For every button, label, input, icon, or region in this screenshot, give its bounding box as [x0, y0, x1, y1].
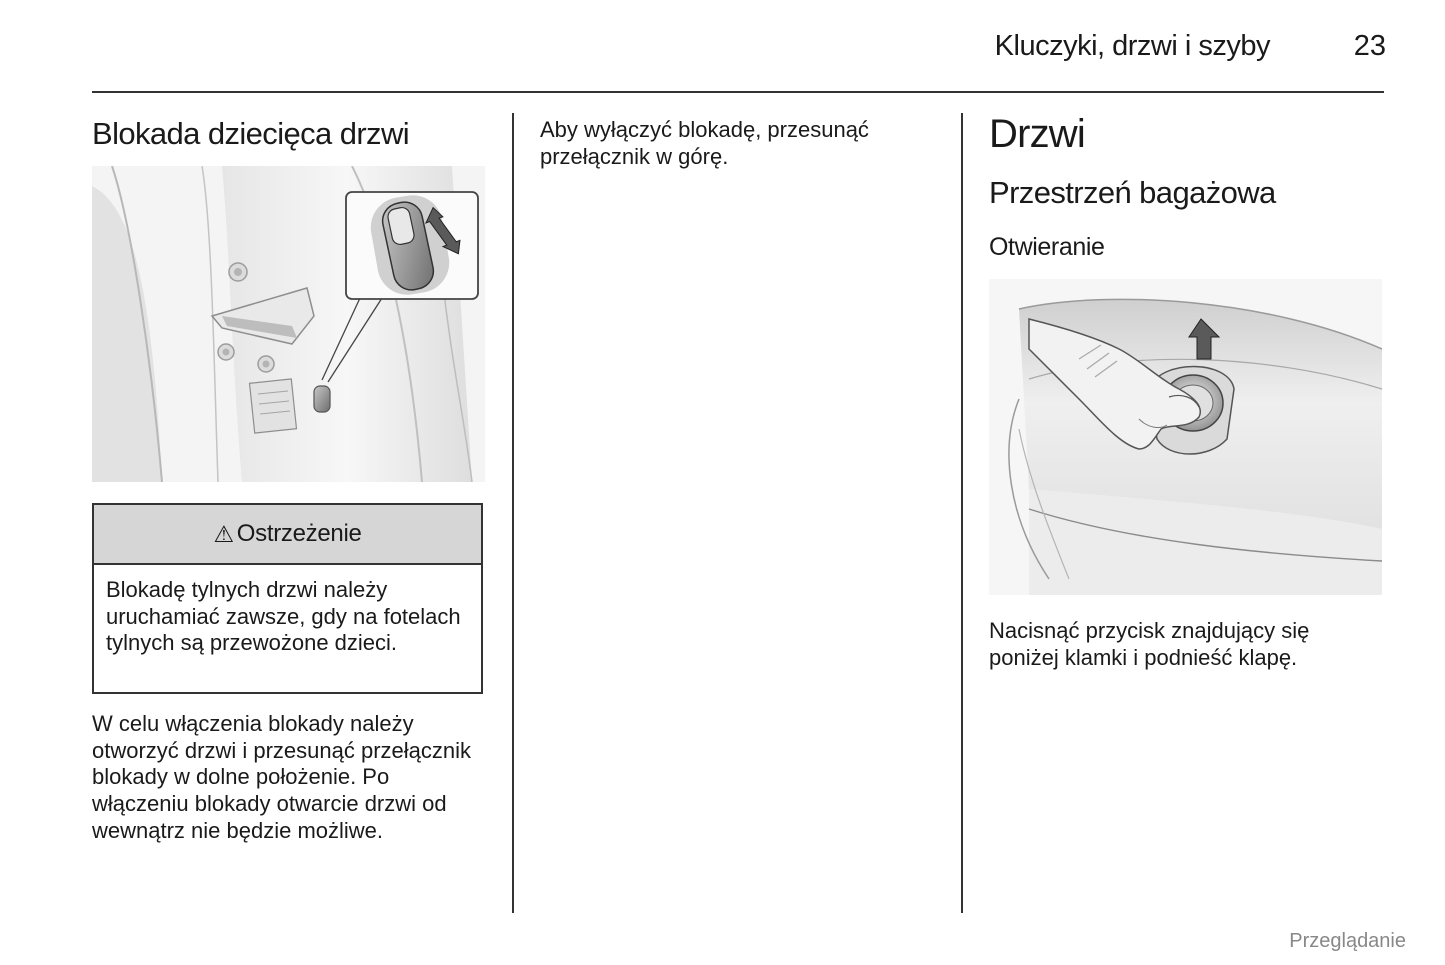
header-divider [92, 91, 1384, 93]
heading-doors: Drzwi [989, 112, 1085, 156]
child-lock-paragraph: W celu włączenia blokady należy otworzyć drzwi i przesunąć przełącznik blokady w dolne położenie. Po włączeniu blokady otwarcie drzwi od wewnątrz nie będzie możliwe. [92, 711, 472, 843]
tailgate-instructions [989, 618, 1385, 671]
chapter-title: Kluczyki, drzwi i szyby [994, 30, 1270, 62]
child-lock-instructions [92, 711, 474, 845]
footer-navigation-link[interactable]: Przeglądanie [1289, 930, 1406, 952]
right-minor-heading-wrap [989, 233, 1389, 262]
column-divider-right [961, 113, 963, 913]
warning-body [94, 565, 481, 657]
child-lock-figure [92, 166, 485, 482]
tailgate-opening-illustration [989, 279, 1382, 595]
child-lock-illustration [92, 166, 485, 482]
middle-column [540, 117, 940, 170]
heading-opening: Otwieranie [989, 233, 1105, 261]
warning-text: Blokadę tylnych drzwi należy uruchamiać zawsze, gdy na fotelach tylnych są przewożone dzieci. [106, 577, 461, 656]
section-heading-child-lock: Blokada dziecięca drzwi [92, 116, 410, 151]
warning-header [94, 505, 481, 565]
left-column [92, 116, 492, 152]
warning-title: Ostrzeżenie [236, 520, 362, 547]
tailgate-paragraph: Nacisnąć przycisk znajdujący się poniżej klamki i podnieść klapę. [989, 618, 1310, 670]
page-number: 23 [1353, 30, 1386, 62]
warning-box [92, 503, 483, 694]
right-subheading-wrap [989, 175, 1389, 211]
column-divider-left [512, 113, 514, 913]
warning-triangle-icon: ⚠ [213, 520, 234, 547]
tailgate-figure [989, 279, 1382, 595]
disable-lock-paragraph: Aby wyłączyć blokadę, przesunąć przełącznik w górę. [540, 117, 869, 169]
heading-luggage-space: Przestrzeń bagażowa [989, 175, 1276, 210]
right-column [989, 112, 1389, 157]
